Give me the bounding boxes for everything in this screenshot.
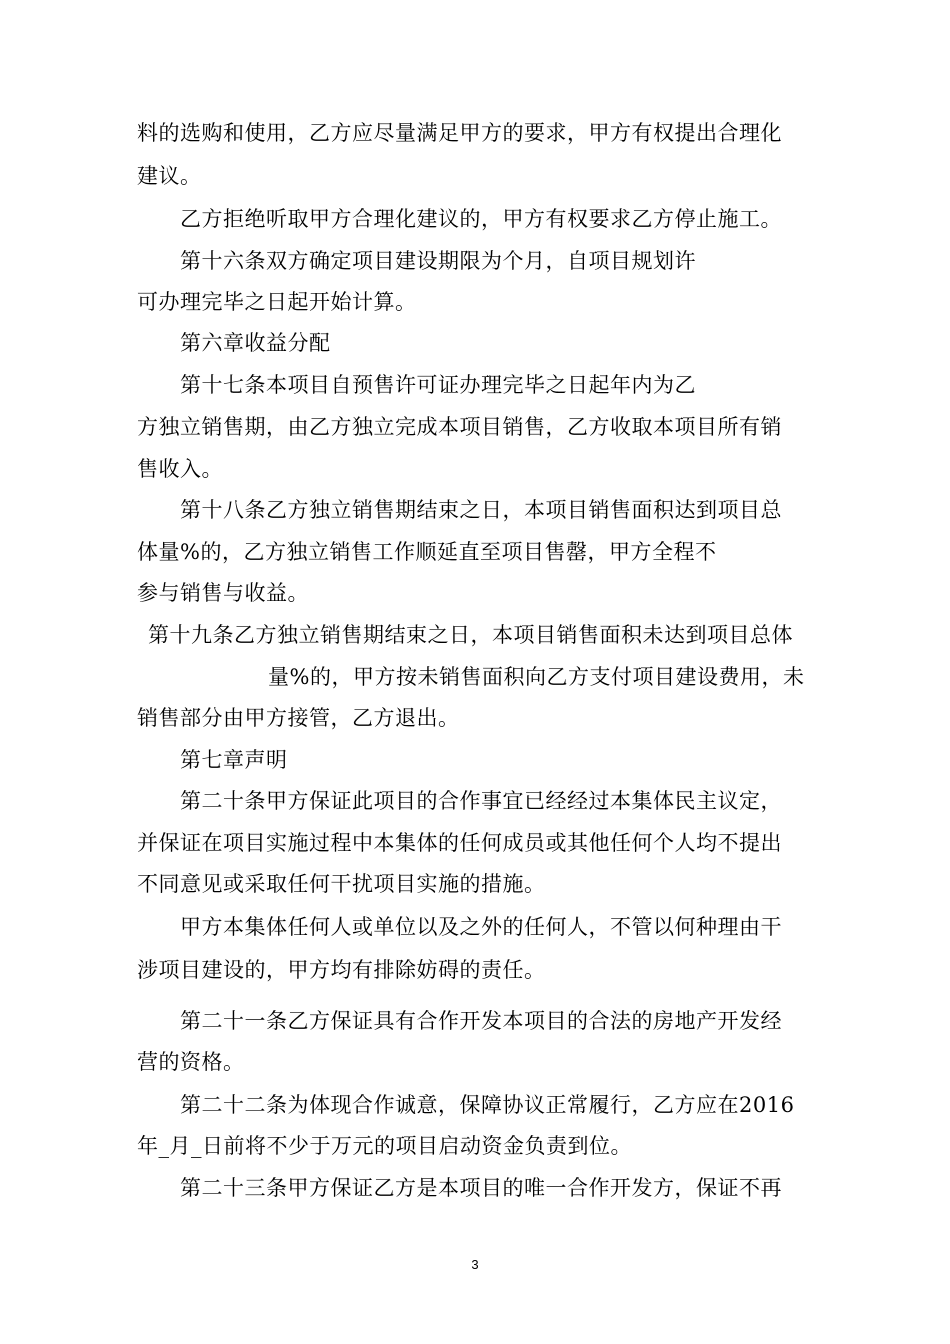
- text-line: 量%的，甲方按未销售面积向乙方支付项目建设费用，未: [268, 665, 805, 689]
- text-line: 并保证在项目实施过程中本集体的任何成员或其他任何个人均不提出: [137, 831, 782, 855]
- text-line: 第二十条甲方保证此项目的合作事宜已经经过本集体民主议定，: [180, 789, 782, 813]
- page-number: 3: [471, 1257, 479, 1272]
- text-line: 不同意见或采取任何干扰项目实施的措施。: [137, 872, 546, 896]
- text-line: 第十八条乙方独立销售期结束之日，本项目销售面积达到项目总: [180, 498, 782, 522]
- text-line: 第十七条本项目自预售许可证办理完毕之日起年内为乙: [180, 373, 696, 397]
- text-line: 营的资格。: [137, 1050, 245, 1074]
- text-line: 料的选购和使用，乙方应尽量满足甲方的要求，甲方有权提出合理化: [137, 121, 782, 145]
- text-line: 可办理完毕之日起开始计算。: [137, 290, 417, 314]
- text-line: 年_月_日前将不少于万元的项目启动资金负责到位。: [137, 1134, 632, 1158]
- text-line: 销售部分由甲方接管，乙方退出。: [137, 706, 460, 730]
- text-line: 第二十一条乙方保证具有合作开发本项目的合法的房地产开发经: [180, 1009, 782, 1033]
- text-line: 建议。: [137, 164, 202, 188]
- text-line: 甲方本集体任何人或单位以及之外的任何人，不管以何种理由干: [180, 915, 782, 939]
- text-line: 乙方拒绝听取甲方合理化建议的，甲方有权要求乙方停止施工。: [180, 207, 782, 231]
- text-line: 第十九条乙方独立销售期结束之日，本项目销售面积未达到项目总体: [148, 623, 793, 647]
- text-line: 售收入。: [137, 457, 223, 481]
- text-line: 第二十二条为体现合作诚意，保障协议正常履行，乙方应在2016: [180, 1093, 795, 1117]
- text-line: 涉项目建设的，甲方均有排除妨碍的责任。: [137, 958, 546, 982]
- text-line: 参与销售与收益。: [137, 581, 309, 605]
- chapter-heading: 第六章收益分配: [180, 331, 331, 355]
- text-line: 体量%的，乙方独立销售工作顺延直至项目售罄，甲方全程不: [137, 540, 717, 564]
- text-line: 第十六条双方确定项目建设期限为个月，自项目规划许: [180, 249, 696, 273]
- chapter-heading: 第七章声明: [180, 748, 288, 772]
- text-line: 方独立销售期，由乙方独立完成本项目销售，乙方收取本项目所有销: [137, 415, 782, 439]
- text-line: 第二十三条甲方保证乙方是本项目的唯一合作开发方，保证不再: [180, 1176, 782, 1200]
